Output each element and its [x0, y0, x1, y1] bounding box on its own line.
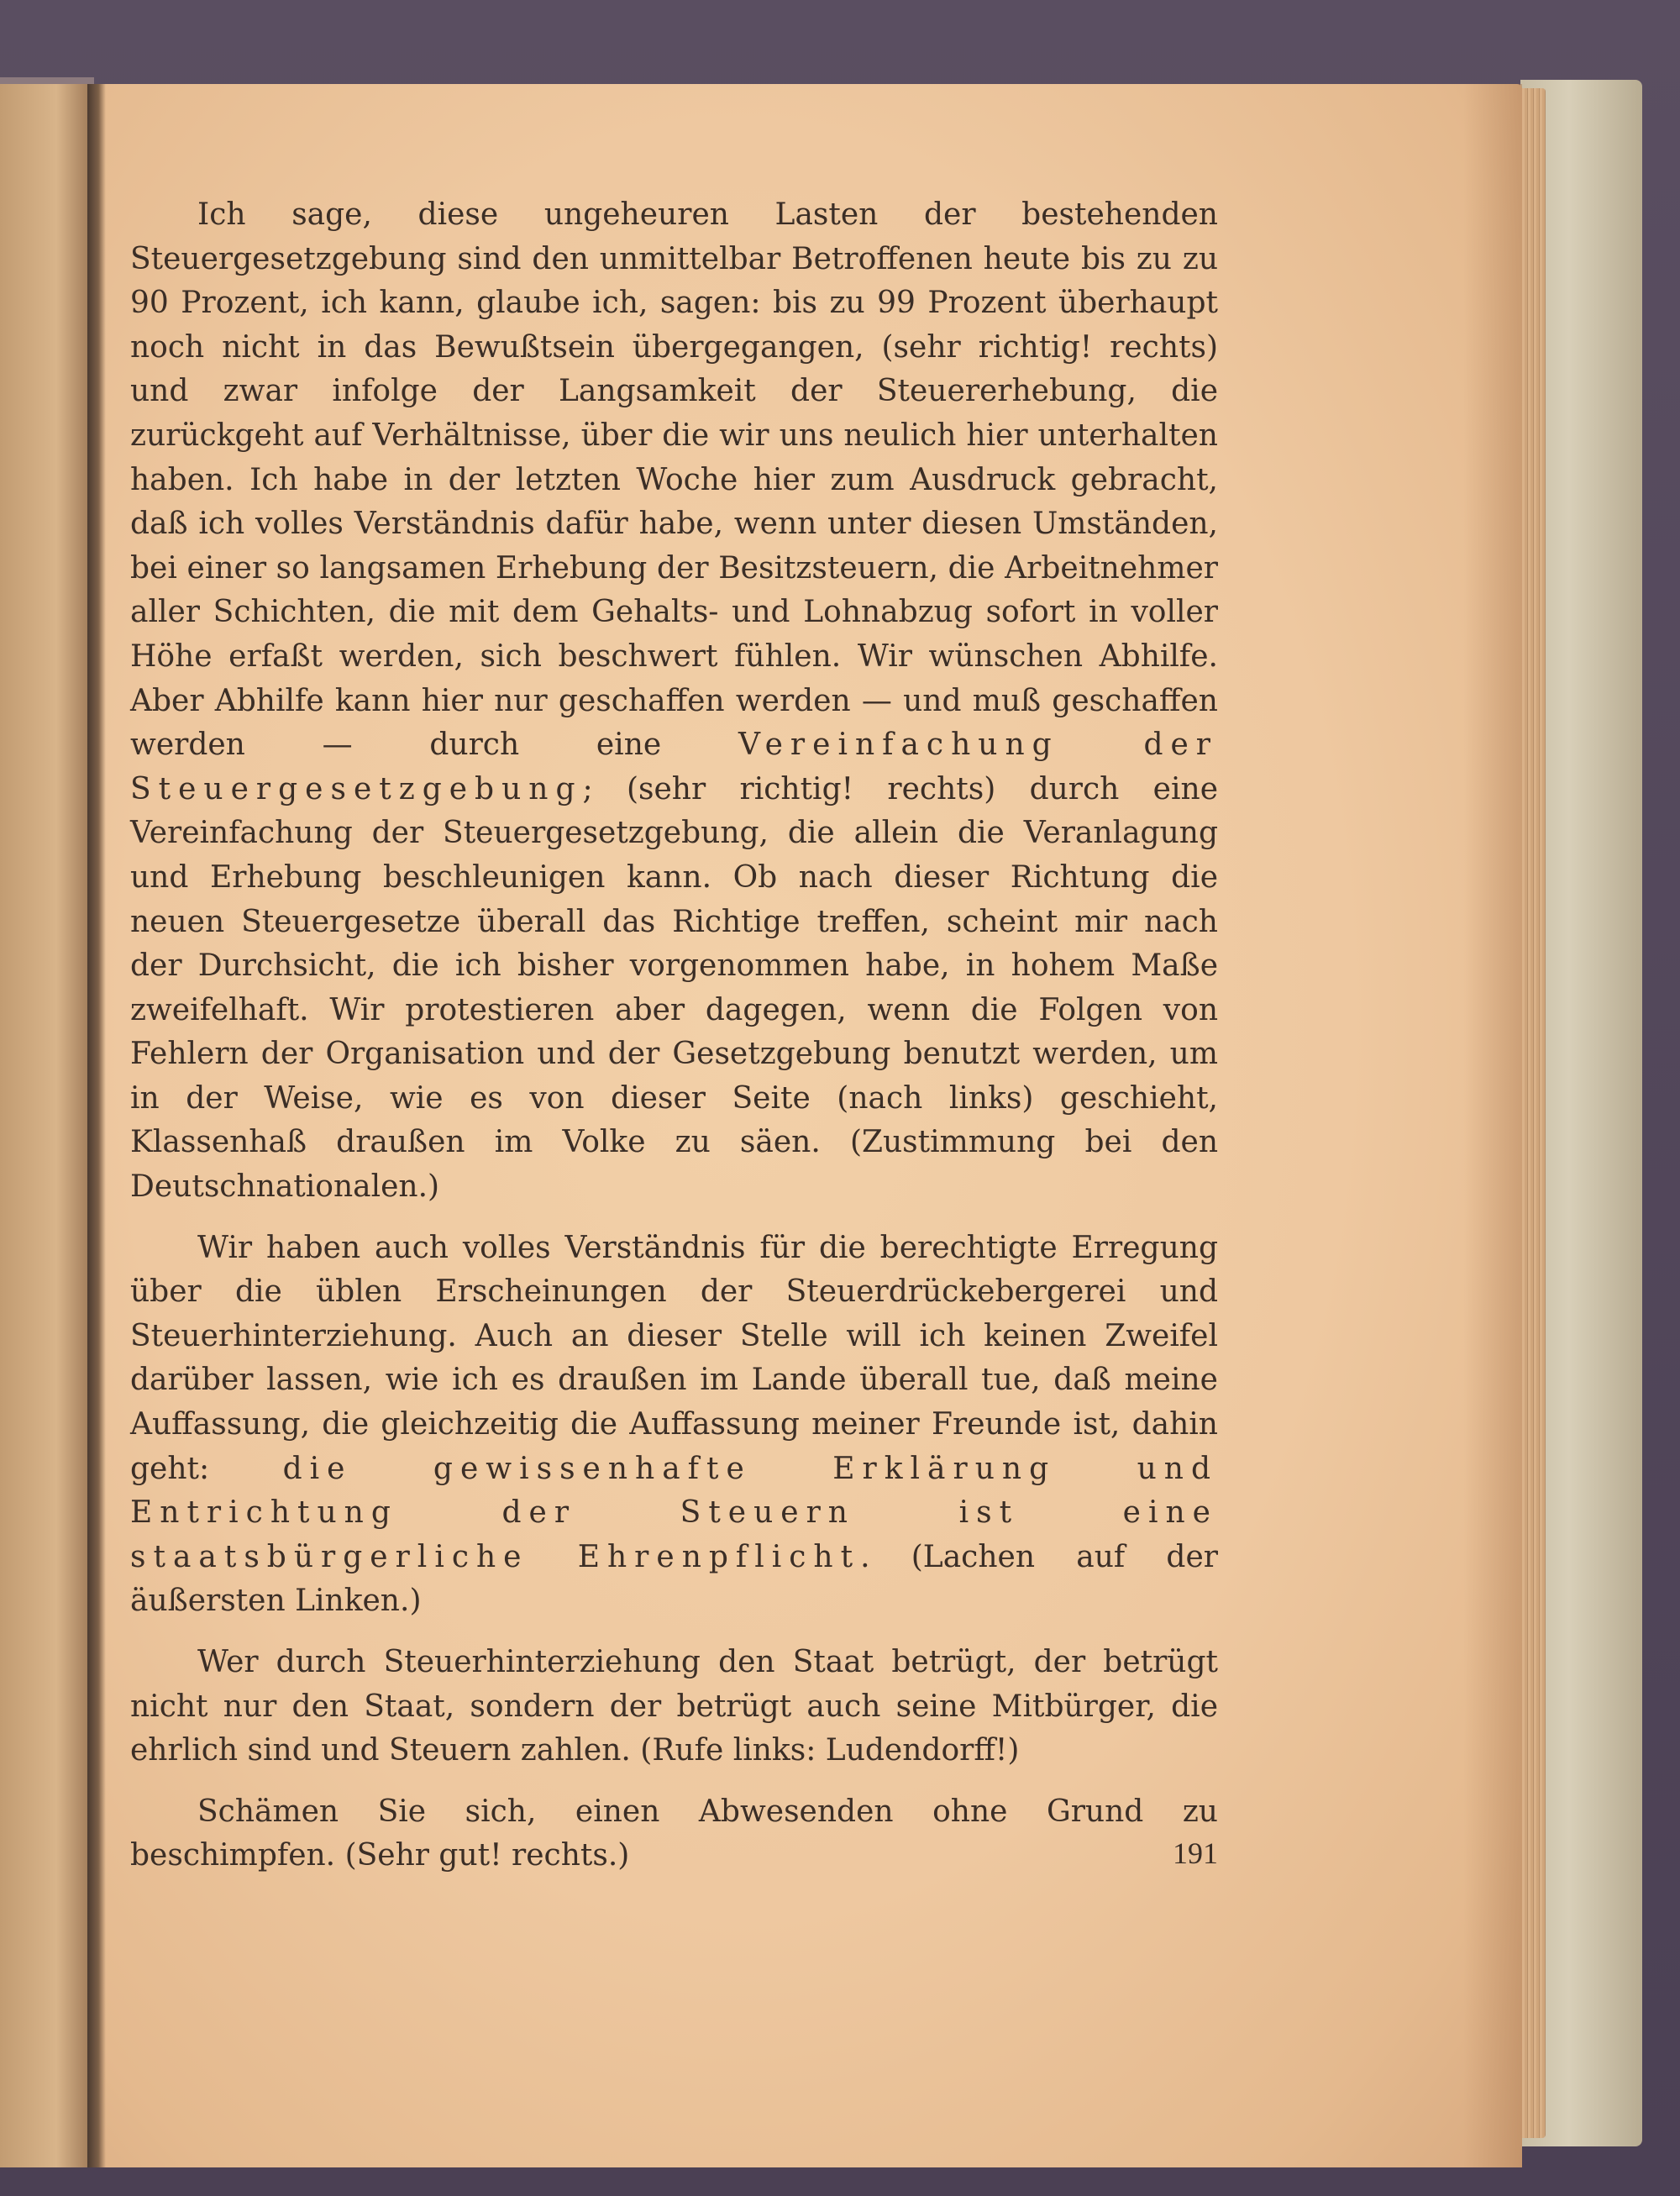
text-run: . (Lachen auf der äußersten Linken.): [130, 1539, 1218, 1619]
paragraph-1: [130, 193, 1218, 1210]
emphasis-spaced-text: Vereinfachung der Steuergesetzgebung: [130, 728, 1219, 806]
paragraph-4: [130, 1790, 1218, 1878]
previous-page-edge: [0, 84, 94, 2167]
text-run: Schämen Sie sich, einen Abwesenden ohne Grund zu beschimpfen. (Sehr gut! rechts.): [130, 1794, 1218, 1873]
paragraph-3: [130, 1641, 1218, 1773]
gutter-shadow: [87, 84, 106, 2167]
page-edge-shadow: [1463, 84, 1522, 2167]
text-run: Wer durch Steuerhinterziehung den Staat betrügt, der betrügt nicht nur den Staat, sondern der betrügt auch seine Mitbürger, die ehrlich sind und Steuern zahlen. (Rufe links: Ludendorff!): [130, 1645, 1218, 1768]
page-number: 191: [1173, 1836, 1218, 1870]
text-run: Wir haben auch volles Verständnis für die berechtigte Erregung über die üblen Erscheinungen der Steuerdrückebergerei und Steuerhinterziehung. Auch an dieser Stelle will ich keinen Zweifel darüber lassen, wie ich es draußen im Lande überall tue, daß meine Auffassung, die gleichzeitig die Auffassung meiner Freunde ist, dahin geht:: [130, 1230, 1218, 1486]
emphasis-spaced-text: die gewissenhafte Erklärung und Entrichtung der Steuern ist eine staatsbürgerliche Ehrenpflicht: [130, 1451, 1219, 1574]
text-run: ; (sehr richtig! rechts) durch eine Vereinfachung der Steuergesetzgebung, die allein die Veranlagung und Erhebung beschleunigen kann. Ob nach dieser Richtung die neuen Steuergesetze überall das Richtige treffen, scheint mir nach der Durchsicht, die ich bisher vorgenommen habe, in hohem Maße zweifelhaft. Wir protestieren aber dagegen, wenn die Folgen von Fehlern der Organisation und der Gesetzgebung benutzt werden, um in der Weise, wie es von dieser Seite (nach links) geschieht, Klassenhaß draußen im Volke zu säen. (Zustimmung bei den Deutschnationalen.): [130, 771, 1218, 1205]
text-run: Ich sage, diese ungeheuren Lasten der bestehenden Steuergesetzgebung sind den unmittelbar Betroffenen heute bis zu zu 90 Prozent, ich kann, glaube ich, sagen: bis zu 99 Prozent überhaupt noch nicht in das Bewußtsein übergegangen, (sehr richtig! rechts) und zwar infolge der Langsamkeit der Steuererhebung, die zurückgeht auf Verhältnisse, über die wir uns neulich hier unterhalten haben. Ich habe in der letzten Woche hier zum Ausdruck gebracht, daß ich volles Verständnis dafür habe, wenn unter diesen Umständen, bei einer so langsamen Erhebung der Besitzsteuern, die Arbeitnehmer aller Schichten, die mit dem Gehalts- und Lohnabzug sofort in voller Höhe erfaßt werden, sich beschwert fühlen. Wir wünschen Abhilfe. Aber Abhilfe kann hier nur geschaffen werden — und muß geschaffen werden — durch eine: [130, 197, 1218, 763]
body-text: [130, 193, 1218, 1878]
paragraph-2: [130, 1227, 1218, 1624]
